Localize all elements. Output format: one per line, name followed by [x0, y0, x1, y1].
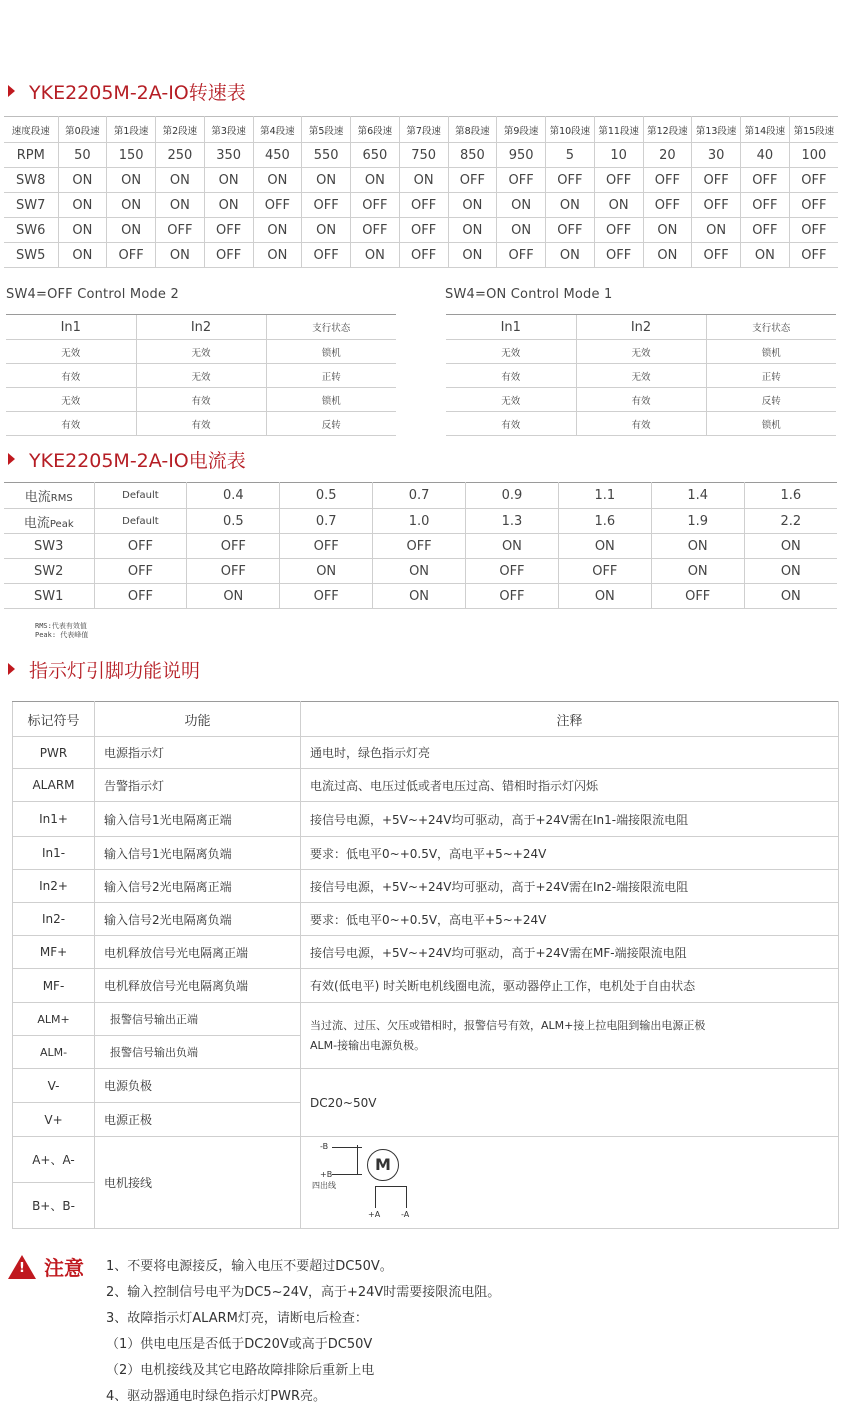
pin-symbol: B+、B- [13, 1183, 95, 1229]
pin-header-cell: 功能 [95, 702, 301, 737]
speed-cell: ON [253, 243, 302, 268]
speed-header-cell: 第10段速 [546, 117, 595, 143]
wire [406, 1186, 407, 1208]
sw-cell: ON [558, 534, 651, 559]
current-value-cell: 1.0 [373, 509, 466, 534]
notice-line: （2）电机接线及其它电路故障排除后重新上电 [106, 1363, 375, 1378]
speed-cell: OFF [789, 193, 838, 218]
pin-symbol: In1- [13, 837, 95, 870]
current-sw-row [4, 559, 837, 584]
speed-cell: OFF [351, 218, 400, 243]
pin-symbol: ALARM [13, 769, 95, 802]
pin-note: 接信号电源，+5V~+24V均可驱动，高于+24V需在MF-端接限流电阻 [301, 936, 839, 969]
coil-a-icon [375, 1186, 407, 1192]
pin-function: 输入信号1光电隔离负端 [95, 837, 301, 870]
current-table [4, 482, 837, 609]
speed-cell: ON [497, 218, 546, 243]
speed-cell: ON [643, 218, 692, 243]
speed-cell: OFF [546, 168, 595, 193]
pin-header-row [13, 702, 839, 737]
mode1-label: SW4=ON Control Mode 1 [445, 287, 613, 302]
sw-cell: ON [744, 584, 837, 609]
speed-cell: ON [399, 168, 448, 193]
mode1-row [446, 388, 836, 412]
speed-cell: ON [253, 168, 302, 193]
sw-cell: ON [744, 534, 837, 559]
pin-function: 报警信号输出正端 [95, 1003, 301, 1036]
footnote-rms: RMS:代表有效值 [35, 622, 87, 630]
speed-cell: ON [253, 218, 302, 243]
mode2-table [6, 314, 396, 436]
current-value-cell: 1.3 [466, 509, 559, 534]
speed-cell: 10 [594, 143, 643, 168]
pin-row-motor-a [13, 1137, 839, 1183]
motor-diagram-cell [301, 1137, 839, 1229]
b-plus-label: +B [320, 1169, 333, 1179]
pin-section-title [8, 656, 200, 682]
speed-cell: OFF [692, 168, 741, 193]
speed-cell: OFF [448, 168, 497, 193]
speed-table [4, 116, 838, 268]
mode1-header-cell: In2 [576, 315, 706, 340]
sw-cell: ON [744, 559, 837, 584]
pin-function: 报警信号输出负端 [95, 1036, 301, 1069]
speed-cell: 250 [156, 143, 205, 168]
motor-wiring-diagram [310, 1140, 440, 1226]
mode2-cell: 无效 [136, 340, 266, 364]
speed-cell: OFF [692, 193, 741, 218]
arrow-right-icon [8, 85, 15, 97]
peak-label [4, 509, 94, 534]
speed-cell: 100 [789, 143, 838, 168]
speed-cell: OFF [399, 193, 448, 218]
current-value-cell: 1.4 [651, 483, 744, 509]
pin-row-alm-plus [13, 1003, 839, 1036]
current-section-title [8, 446, 246, 472]
sw-cell: OFF [280, 534, 373, 559]
speed-cell: OFF [497, 243, 546, 268]
mode2-cell: 无效 [136, 364, 266, 388]
speed-cell: OFF [741, 218, 790, 243]
speed-cell: 50 [58, 143, 107, 168]
speed-section-title [8, 78, 246, 104]
speed-row-label: RPM [4, 143, 58, 168]
speed-cell: OFF [692, 243, 741, 268]
current-sw-row [4, 534, 837, 559]
mode2-cell: 无效 [6, 340, 136, 364]
mode2-row [6, 388, 396, 412]
pin-function: 输入信号2光电隔离正端 [95, 870, 301, 903]
pin-symbol: MF+ [13, 936, 95, 969]
pin-section-title-text: 指示灯引脚功能说明 [29, 659, 201, 682]
current-value-cell: 2.2 [744, 509, 837, 534]
notice-line: 1、不要将电源接反，输入电压不要超过DC50V。 [106, 1259, 393, 1274]
speed-cell: ON [692, 218, 741, 243]
speed-cell: OFF [741, 168, 790, 193]
speed-cell: ON [58, 218, 107, 243]
speed-cell: 150 [107, 143, 156, 168]
pin-row [13, 837, 839, 870]
sw-label: SW2 [4, 559, 94, 584]
current-value-cell: 0.7 [280, 509, 373, 534]
speed-cell: OFF [156, 218, 205, 243]
pin-header-cell: 注释 [301, 702, 839, 737]
pin-symbol: In1+ [13, 802, 95, 837]
default-cell: Default [94, 483, 187, 509]
pin-function: 电机释放信号光电隔离正端 [95, 936, 301, 969]
speed-cell: OFF [594, 218, 643, 243]
pin-note: 接信号电源，+5V~+24V均可驱动，高于+24V需在In1-端接限流电阻 [301, 802, 839, 837]
speed-row-label: SW6 [4, 218, 58, 243]
speed-cell: ON [448, 193, 497, 218]
pin-symbol: V+ [13, 1103, 95, 1137]
current-section-title-text: YKE2205M-2A-IO电流表 [29, 449, 246, 472]
speed-header-cell: 第3段速 [204, 117, 253, 143]
current-value-cell: 1.1 [558, 483, 651, 509]
pin-row [13, 936, 839, 969]
pin-row [13, 969, 839, 1003]
pin-row [13, 903, 839, 936]
pin-symbol: V- [13, 1069, 95, 1103]
pin-note: 接信号电源，+5V~+24V均可驱动，高于+24V需在In2-端接限流电阻 [301, 870, 839, 903]
speed-cell: OFF [643, 193, 692, 218]
mode2-header-cell: 支行状态 [266, 315, 396, 340]
speed-cell: OFF [204, 243, 253, 268]
mode1-cell: 锁机 [706, 412, 836, 436]
speed-cell: 750 [399, 143, 448, 168]
speed-row-label: SW8 [4, 168, 58, 193]
speed-header-cell: 第11段速 [594, 117, 643, 143]
pin-function: 输入信号2光电隔离负端 [95, 903, 301, 936]
pin-row-v-minus [13, 1069, 839, 1103]
wire [375, 1186, 376, 1208]
speed-cell: OFF [351, 193, 400, 218]
speed-row [4, 143, 838, 168]
speed-cell: OFF [789, 218, 838, 243]
rms-label-suffix: RMS [50, 493, 73, 504]
pin-symbol: In2- [13, 903, 95, 936]
sw-label: SW1 [4, 584, 94, 609]
alm-note-line2: ALM-接输出电源负极。 [310, 1038, 426, 1052]
current-value-cell: 0.7 [373, 483, 466, 509]
speed-cell: ON [497, 193, 546, 218]
mode2-cell: 有效 [6, 412, 136, 436]
rms-label [4, 483, 94, 509]
alm-note [301, 1003, 839, 1069]
current-footnote [35, 622, 88, 640]
notice-line: （1）供电电压是否低于DC20V或高于DC50V [106, 1337, 373, 1352]
pin-symbol: In2+ [13, 870, 95, 903]
speed-cell: ON [204, 168, 253, 193]
notice-line: 4、驱动器通电时绿色指示灯PWR亮。 [106, 1389, 326, 1404]
speed-cell: 350 [204, 143, 253, 168]
notice-label: 注意 [44, 1256, 84, 1280]
speed-cell: OFF [204, 218, 253, 243]
sw-cell: OFF [94, 559, 187, 584]
pin-function: 电机释放信号光电隔离负端 [95, 969, 301, 1003]
speed-cell: ON [546, 193, 595, 218]
speed-cell: ON [58, 243, 107, 268]
sw-cell: OFF [466, 559, 559, 584]
speed-header-cell: 速度段速 [4, 117, 58, 143]
speed-cell: 850 [448, 143, 497, 168]
pin-row [13, 870, 839, 903]
speed-cell: ON [302, 168, 351, 193]
pin-table [12, 701, 839, 1229]
speed-row [4, 168, 838, 193]
speed-cell: 5 [546, 143, 595, 168]
speed-cell: ON [156, 168, 205, 193]
speed-header-cell: 第0段速 [58, 117, 107, 143]
sw-cell: OFF [94, 584, 187, 609]
sw-cell: ON [466, 534, 559, 559]
mode1-cell: 有效 [576, 388, 706, 412]
mode1-header-row [446, 315, 836, 340]
speed-cell: ON [643, 243, 692, 268]
speed-cell: ON [448, 218, 497, 243]
speed-cell: OFF [253, 193, 302, 218]
mode2-cell: 锁机 [266, 388, 396, 412]
sw-cell: ON [373, 584, 466, 609]
speed-cell: 950 [497, 143, 546, 168]
speed-cell: ON [107, 218, 156, 243]
footnote-peak: Peak: 代表峰值 [35, 631, 89, 639]
mode1-table [446, 314, 836, 436]
speed-row [4, 243, 838, 268]
current-sw-row [4, 584, 837, 609]
current-value-cell: 0.4 [187, 483, 280, 509]
mode2-cell: 正转 [266, 364, 396, 388]
warning-triangle-icon: ! [8, 1255, 36, 1279]
speed-cell: ON [58, 193, 107, 218]
mode2-row [6, 364, 396, 388]
pin-function: 电源正极 [95, 1103, 301, 1137]
pin-function: 电源负极 [95, 1069, 301, 1103]
speed-header-row [4, 117, 838, 143]
pin-note: 要求：低电平0~+0.5V，高电平+5~+24V [301, 903, 839, 936]
sw-cell: OFF [373, 534, 466, 559]
coil-b-icon [357, 1145, 363, 1175]
speed-row-label: SW7 [4, 193, 58, 218]
speed-cell: OFF [643, 168, 692, 193]
speed-header-cell: 第4段速 [253, 117, 302, 143]
mode1-cell: 无效 [576, 340, 706, 364]
mode1-cell: 无效 [446, 340, 576, 364]
speed-header-cell: 第15段速 [789, 117, 838, 143]
speed-header-cell: 第12段速 [643, 117, 692, 143]
speed-row [4, 193, 838, 218]
mode1-header-cell: 支行状态 [706, 315, 836, 340]
mode2-header-cell: In1 [6, 315, 136, 340]
mode2-cell: 有效 [136, 388, 266, 412]
speed-section-title-text: YKE2205M-2A-IO转速表 [29, 81, 246, 104]
mode1-row [446, 340, 836, 364]
sw-cell: OFF [651, 584, 744, 609]
pin-symbol: PWR [13, 737, 95, 769]
sw-cell: OFF [187, 559, 280, 584]
speed-header-cell: 第6段速 [351, 117, 400, 143]
speed-cell: OFF [789, 243, 838, 268]
mode2-row [6, 340, 396, 364]
sw-cell: OFF [558, 559, 651, 584]
pin-symbol: ALM+ [13, 1003, 95, 1036]
sw-cell: OFF [94, 534, 187, 559]
mode2-cell: 有效 [6, 364, 136, 388]
b-minus-label: -B [320, 1141, 329, 1151]
speed-cell: ON [156, 193, 205, 218]
speed-cell: OFF [399, 243, 448, 268]
mode2-cell: 锁机 [266, 340, 396, 364]
speed-header-cell: 第14段速 [741, 117, 790, 143]
speed-header-cell: 第7段速 [399, 117, 448, 143]
mode1-cell: 锁机 [706, 340, 836, 364]
pin-note: 通电时，绿色指示灯亮 [301, 737, 839, 769]
speed-cell: OFF [399, 218, 448, 243]
speed-header-cell: 第2段速 [156, 117, 205, 143]
mode2-row [6, 412, 396, 436]
speed-cell: 30 [692, 143, 741, 168]
motor-icon: M [367, 1149, 399, 1181]
speed-cell: OFF [594, 243, 643, 268]
current-rms-row [4, 483, 837, 509]
current-value-cell: 1.9 [651, 509, 744, 534]
current-value-cell: 1.6 [744, 483, 837, 509]
speed-cell: 20 [643, 143, 692, 168]
speed-cell: ON [107, 193, 156, 218]
sw-cell: OFF [466, 584, 559, 609]
mode2-cell: 有效 [136, 412, 266, 436]
mode2-cell: 反转 [266, 412, 396, 436]
speed-cell: ON [58, 168, 107, 193]
mode1-cell: 正转 [706, 364, 836, 388]
sw-cell: ON [280, 559, 373, 584]
current-peak-row [4, 509, 837, 534]
pin-note: 电流过高、电压过低或者电压过高、错相时指示灯闪烁 [301, 769, 839, 802]
notice-lines [106, 1254, 500, 1410]
speed-cell: ON [741, 243, 790, 268]
speed-header-cell: 第8段速 [448, 117, 497, 143]
speed-cell: OFF [302, 243, 351, 268]
pin-function: 电机接线 [95, 1137, 301, 1229]
speed-cell: ON [107, 168, 156, 193]
mode1-cell: 有效 [446, 412, 576, 436]
mode2-cell: 无效 [6, 388, 136, 412]
pin-note: 要求：低电平0~+0.5V，高电平+5~+24V [301, 837, 839, 870]
speed-cell: ON [156, 243, 205, 268]
mode1-row [446, 364, 836, 388]
speed-cell: ON [448, 243, 497, 268]
pin-row [13, 737, 839, 769]
speed-cell: 650 [351, 143, 400, 168]
default-cell: Default [94, 509, 187, 534]
pin-function: 告警指示灯 [95, 769, 301, 802]
speed-cell: 40 [741, 143, 790, 168]
speed-cell: 550 [302, 143, 351, 168]
speed-header-cell: 第13段速 [692, 117, 741, 143]
current-value-cell: 0.5 [280, 483, 373, 509]
sw-cell: ON [187, 584, 280, 609]
pin-row [13, 769, 839, 802]
a-minus-label: -A [401, 1209, 410, 1219]
sw-cell: OFF [280, 584, 373, 609]
sw-cell: ON [651, 534, 744, 559]
speed-cell: OFF [497, 168, 546, 193]
mode1-row [446, 412, 836, 436]
speed-cell: OFF [594, 168, 643, 193]
four-wire-label: 四出线 [312, 1180, 336, 1190]
mode1-cell: 有效 [446, 364, 576, 388]
mode1-cell: 无效 [576, 364, 706, 388]
speed-cell: ON [351, 168, 400, 193]
sw-cell: ON [558, 584, 651, 609]
speed-cell: OFF [741, 193, 790, 218]
peak-label-text: 电流 [23, 515, 50, 531]
mode1-cell: 有效 [576, 412, 706, 436]
mode2-header-cell: In2 [136, 315, 266, 340]
speed-cell: OFF [789, 168, 838, 193]
speed-cell: ON [546, 243, 595, 268]
mode2-label: SW4=OFF Control Mode 2 [6, 287, 179, 302]
mode1-cell: 反转 [706, 388, 836, 412]
notice-title [8, 1252, 84, 1281]
pin-note: 有效(低电平) 时关断电机线圈电流，驱动器停止工作，电机处于自由状态 [301, 969, 839, 1003]
speed-cell: OFF [302, 193, 351, 218]
speed-cell: ON [302, 218, 351, 243]
notice-line: 3、故障指示灯ALARM灯亮，请断电后检查： [106, 1311, 368, 1326]
sw-label: SW3 [4, 534, 94, 559]
mode1-header-cell: In1 [446, 315, 576, 340]
speed-row-label: SW5 [4, 243, 58, 268]
a-plus-label: +A [368, 1209, 381, 1219]
speed-cell: ON [594, 193, 643, 218]
alm-note-line1: 当过流、过压、欠压或错相时，报警信号有效，ALM+接上拉电阻到输出电源正极 [310, 1018, 706, 1032]
current-value-cell: 0.5 [187, 509, 280, 534]
pin-symbol: A+、A- [13, 1137, 95, 1183]
notice-line: 2、输入控制信号电平为DC5~24V，高于+24V时需要接限流电阻。 [106, 1285, 501, 1300]
pin-function: 电源指示灯 [95, 737, 301, 769]
pin-symbol: ALM- [13, 1036, 95, 1069]
pin-symbol: MF- [13, 969, 95, 1003]
pin-header-cell: 标记符号 [13, 702, 95, 737]
speed-header-cell: 第9段速 [497, 117, 546, 143]
arrow-right-icon [8, 453, 15, 465]
pin-function: 输入信号1光电隔离正端 [95, 802, 301, 837]
rms-label-text: 电流 [24, 490, 51, 505]
arrow-right-icon [8, 663, 15, 675]
sw-cell: ON [373, 559, 466, 584]
speed-cell: OFF [546, 218, 595, 243]
speed-header-cell: 第1段速 [107, 117, 156, 143]
mode2-header-row [6, 315, 396, 340]
sw-cell: OFF [187, 534, 280, 559]
voltage-note: DC20~50V [301, 1069, 839, 1137]
peak-label-suffix: Peak [49, 518, 74, 530]
speed-cell: ON [204, 193, 253, 218]
speed-cell: OFF [107, 243, 156, 268]
speed-cell: 450 [253, 143, 302, 168]
speed-row [4, 218, 838, 243]
speed-header-cell: 第5段速 [302, 117, 351, 143]
current-value-cell: 0.9 [466, 483, 559, 509]
sw-cell: ON [651, 559, 744, 584]
pin-row [13, 802, 839, 837]
mode1-cell: 无效 [446, 388, 576, 412]
speed-cell: ON [351, 243, 400, 268]
current-value-cell: 1.6 [558, 509, 651, 534]
